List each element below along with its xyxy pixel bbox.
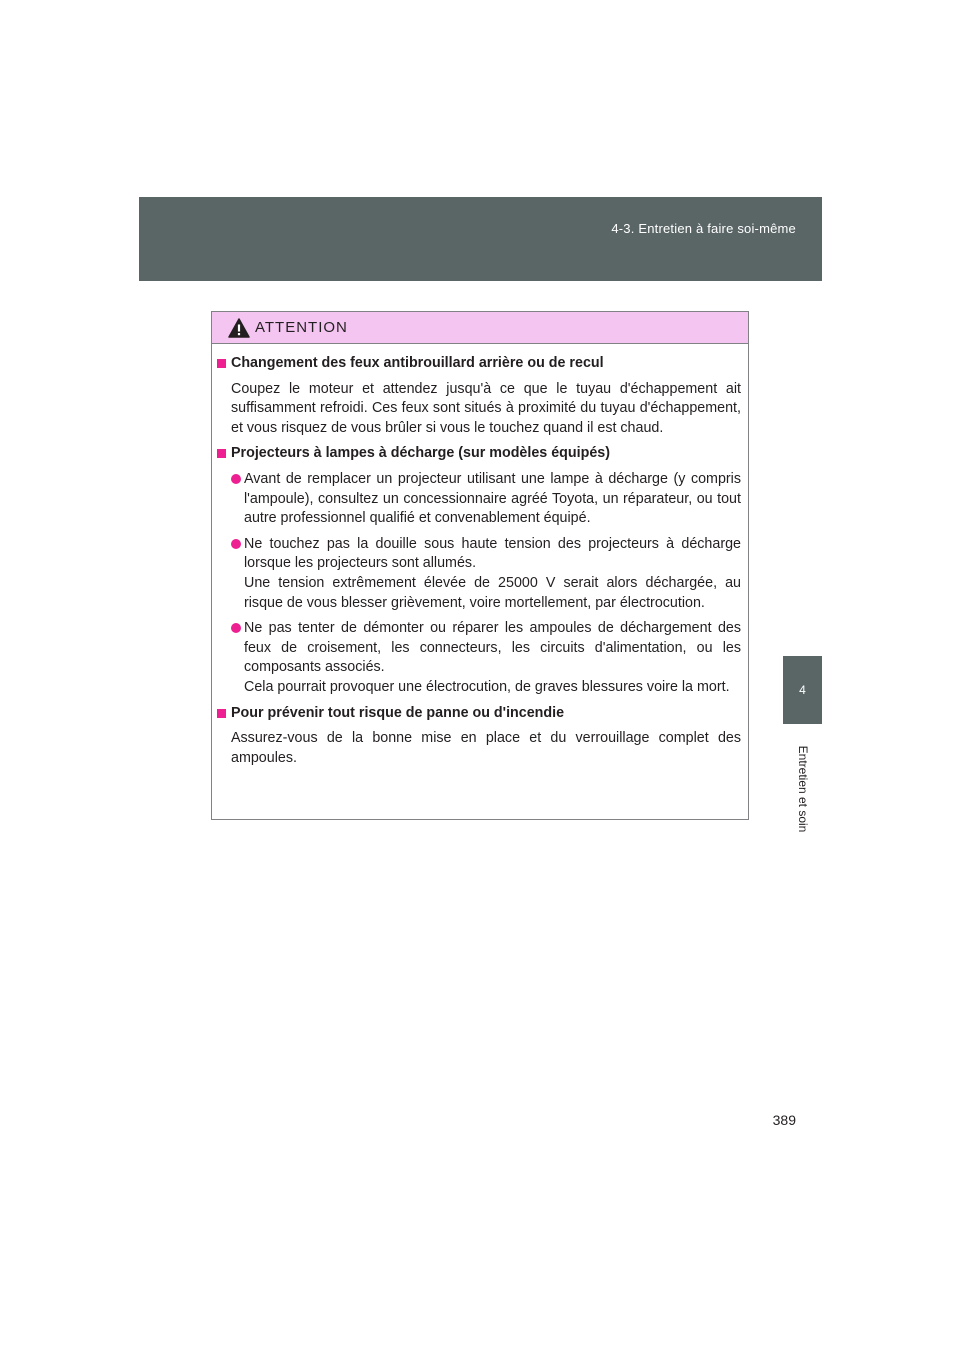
- list-item: [217, 470, 741, 529]
- list-item-text: Ne pas tenter de démonter ou réparer les ampoules de déchargement des feux de croisement, les connecteurs, les circuits d'alimentation, ou les composants associés.: [244, 620, 741, 676]
- chapter-label: Entretien et soin: [796, 745, 810, 833]
- page-number: 389: [772, 1112, 796, 1128]
- attention-body: [212, 344, 748, 768]
- chapter-number: 4: [799, 683, 806, 697]
- round-bullet-icon: [231, 623, 241, 633]
- list-item: [217, 535, 741, 613]
- list-item-text: Cela pourrait provoquer une électrocution, de graves blessures voire la mort.: [244, 678, 730, 695]
- round-bullet-icon: [231, 474, 241, 484]
- square-bullet-icon: [217, 709, 226, 718]
- square-bullet-icon: [217, 359, 226, 368]
- chapter-tab[interactable]: [783, 656, 822, 724]
- attention-header: [212, 312, 748, 344]
- attention-title: ATTENTION: [255, 319, 348, 336]
- section-heading-text: Changement des feux antibrouillard arrière ou de recul: [231, 355, 604, 371]
- square-bullet-icon: [217, 449, 226, 458]
- round-bullet-icon: [231, 539, 241, 549]
- list-item-text: Avant de remplacer un projecteur utilisant une lampe à décharge (y compris l'ampoule), consultez un concessionnaire agréé Toyota, un réparateur, ou tout autre professionnel qualifié et convenablement équipé.: [244, 470, 741, 527]
- list-item-text: Une tension extrêmement élevée de 25000 V serait alors déchargée, au risque de vous blesser grièvement, voire mortellement, par électrocution.: [244, 574, 741, 611]
- header-band: [139, 197, 822, 281]
- attention-box: [211, 311, 749, 820]
- section-heading: [217, 354, 741, 374]
- section-heading-text: Projecteurs à lampes à décharge (sur modèles équipés): [231, 445, 611, 462]
- list-item-text: Ne touchez pas la douille sous haute tension des projecteurs à décharge lorsque les projecteurs sont allumés.: [244, 535, 741, 572]
- section-heading: [217, 704, 741, 724]
- section-heading-text: Pour prévenir tout risque de panne ou d'incendie: [231, 704, 565, 721]
- section-title: 4-3. Entretien à faire soi-même: [611, 221, 796, 236]
- warning-triangle-icon: [228, 318, 250, 338]
- section-paragraph: Assurez-vous de la bonne mise en place et du verrouillage complet des ampoules.: [231, 730, 741, 766]
- list-item: [217, 619, 741, 697]
- section-paragraph: Coupez le moteur et attendez jusqu'à ce que le tuyau d'échappement ait suffisamment refroidi. Ces feux sont situés à proximité du tuyau d'échappement, et vous risquez de vous brûler si vous le touchez quand il est chaud.: [231, 380, 741, 436]
- section-heading: [217, 444, 741, 464]
